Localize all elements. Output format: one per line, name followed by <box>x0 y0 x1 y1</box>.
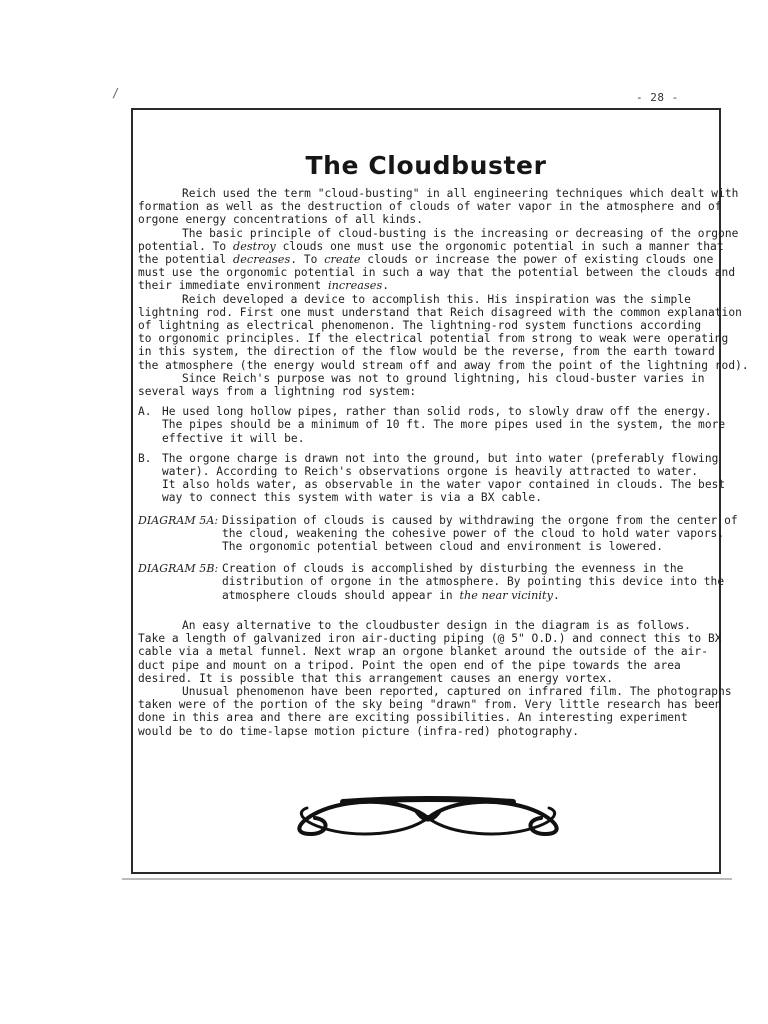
emphasis-create: create <box>324 253 361 267</box>
page-number: - 28 - <box>636 91 679 104</box>
text-line: way to connect this system with water is via a BX cable. <box>162 491 542 505</box>
ornament-flourish-icon <box>283 792 573 842</box>
text-line <box>138 239 724 253</box>
text-line: It also holds water, as observable in the water vapor contained in clouds. The best <box>162 478 726 492</box>
text-run: clouds one must use the orgonomic potential in such a manner that <box>275 239 724 253</box>
text-line: taken were of the portion of the sky being "drawn" from. Very little research has been <box>138 698 722 712</box>
text-line: An easy alternative to the cloudbuster design in the diagram is as follows. <box>182 618 691 632</box>
text-line: Unusual phenomenon have been reported, captured on infrared film. The photographs <box>182 684 732 698</box>
text-run: . <box>382 279 390 293</box>
text-line: orgone energy concentrations of all kinds. <box>138 213 423 227</box>
page-title: The Cloudbuster <box>305 150 547 180</box>
text-line: The orgone charge is drawn not into the ground, but into water (preferably flowing <box>162 451 719 465</box>
text-line: to orgonomic principles. If the electrical potential from strong to weak were operating <box>138 332 729 346</box>
text-line <box>222 589 724 602</box>
text-line: duct pipe and mount on a tripod. Point the open end of the pipe towards the area <box>138 658 681 672</box>
paragraph-unusual-phenomenon <box>138 684 732 738</box>
text-line: desired. It is possible that this arrangement causes an energy vortex. <box>138 671 613 685</box>
list-marker: A. <box>138 405 152 419</box>
text-line: of lightning as electrical phenomenon. The lightning-rod system functions according <box>138 319 702 333</box>
text-run: . To <box>290 253 325 267</box>
text-run: their immediate environment <box>138 279 328 293</box>
text-line: the atmosphere (the energy would stream off and away from the point of the lightning rod). <box>138 358 749 372</box>
text-line: He used long hollow pipes, rather than solid rods, to slowly draw off the energy. <box>162 405 712 419</box>
emphasis-near-vicinity: the near vicinity <box>459 588 553 602</box>
text-line: water). According to Reich's observations orgone is heavily attracted to water. <box>162 465 699 479</box>
text-run: potential. To <box>138 239 233 253</box>
text-line: formation as well as the destruction of clouds of water vapor in the atmosphere and of <box>138 200 722 214</box>
emphasis-destroy: destroy <box>233 239 276 253</box>
text-line: Take a length of galvanized iron air-ducting piping (@ 5" O.D.) and connect this to BX <box>138 632 722 646</box>
text-line: The basic principle of cloud-busting is the increasing or decreasing of the orgone <box>182 226 739 240</box>
paragraph-cloud-busting-term <box>138 187 739 227</box>
text-line: Creation of clouds is accomplished by disturbing the evenness in the <box>222 562 684 576</box>
text-line: distribution of orgone in the atmosphere. By pointing this device into the <box>222 575 725 589</box>
diagram-5a-note <box>138 513 738 554</box>
paragraph-reich-purpose <box>138 372 720 398</box>
text-line: effective it will be. <box>162 431 305 445</box>
text-line <box>138 253 720 266</box>
text-line: in this system, the direction of the flow would be the reverse, from the earth toward <box>138 345 715 359</box>
text-line: Reich developed a device to accomplish this. His inspiration was the simple <box>182 292 691 306</box>
list-item-a <box>138 405 726 445</box>
text-run: the potential <box>138 253 233 267</box>
list-item-b <box>138 451 726 505</box>
text-run: . <box>552 588 560 602</box>
text-line: The pipes should be a minimum of 10 ft. The more pipes used in the system, the more <box>162 418 726 432</box>
text-line: must use the orgonomic potential in such a way that the potential between the clouds and <box>138 266 736 280</box>
text-line: several ways from a lightning rod system: <box>138 385 417 399</box>
paragraph-easy-alternative <box>138 619 720 685</box>
text-line: cable via a metal funnel. Next wrap an orgone blanket around the outside of the air- <box>138 645 708 659</box>
text-line: the cloud, weakening the cohesive power of the cloud to hold water vapors. <box>222 526 725 540</box>
stray-pencil-mark: / <box>112 86 120 100</box>
emphasis-decreases: decreases <box>233 253 291 267</box>
text-line <box>138 279 720 292</box>
text-line: done in this area and there are exciting possibilities. An interesting experiment <box>138 711 688 725</box>
list-marker: B. <box>138 451 152 465</box>
text-run: atmosphere clouds should appear in <box>222 588 460 602</box>
text-line: Dissipation of clouds is caused by withdrawing the orgone from the center of <box>222 513 738 527</box>
paragraph-basic-principle <box>138 226 739 293</box>
diagram-5b-note <box>138 562 725 602</box>
diagram-label: DIAGRAM 5A: <box>138 513 219 527</box>
emphasis-increases: increases <box>328 279 383 293</box>
diagram-label: DIAGRAM 5B: <box>138 562 219 576</box>
text-run: clouds or increase the power of existing clouds one <box>360 253 714 267</box>
text-line: Since Reich's purpose was not to ground lightning, his cloud-buster varies in <box>182 371 705 385</box>
text-line: The orgonomic potential between cloud and environment is lowered. <box>222 540 664 554</box>
frame-bottom-rule <box>122 878 732 880</box>
article-body <box>138 187 749 738</box>
text-line: would be to do time-lapse motion picture (infra-red) photography. <box>138 724 580 738</box>
paragraph-lightning-rod <box>138 292 749 372</box>
text-line: Reich used the term "cloud-busting" in all engineering techniques which dealt with <box>182 187 739 200</box>
text-line: lightning rod. First one must understand that Reich disagreed with the common explanation <box>138 305 742 319</box>
